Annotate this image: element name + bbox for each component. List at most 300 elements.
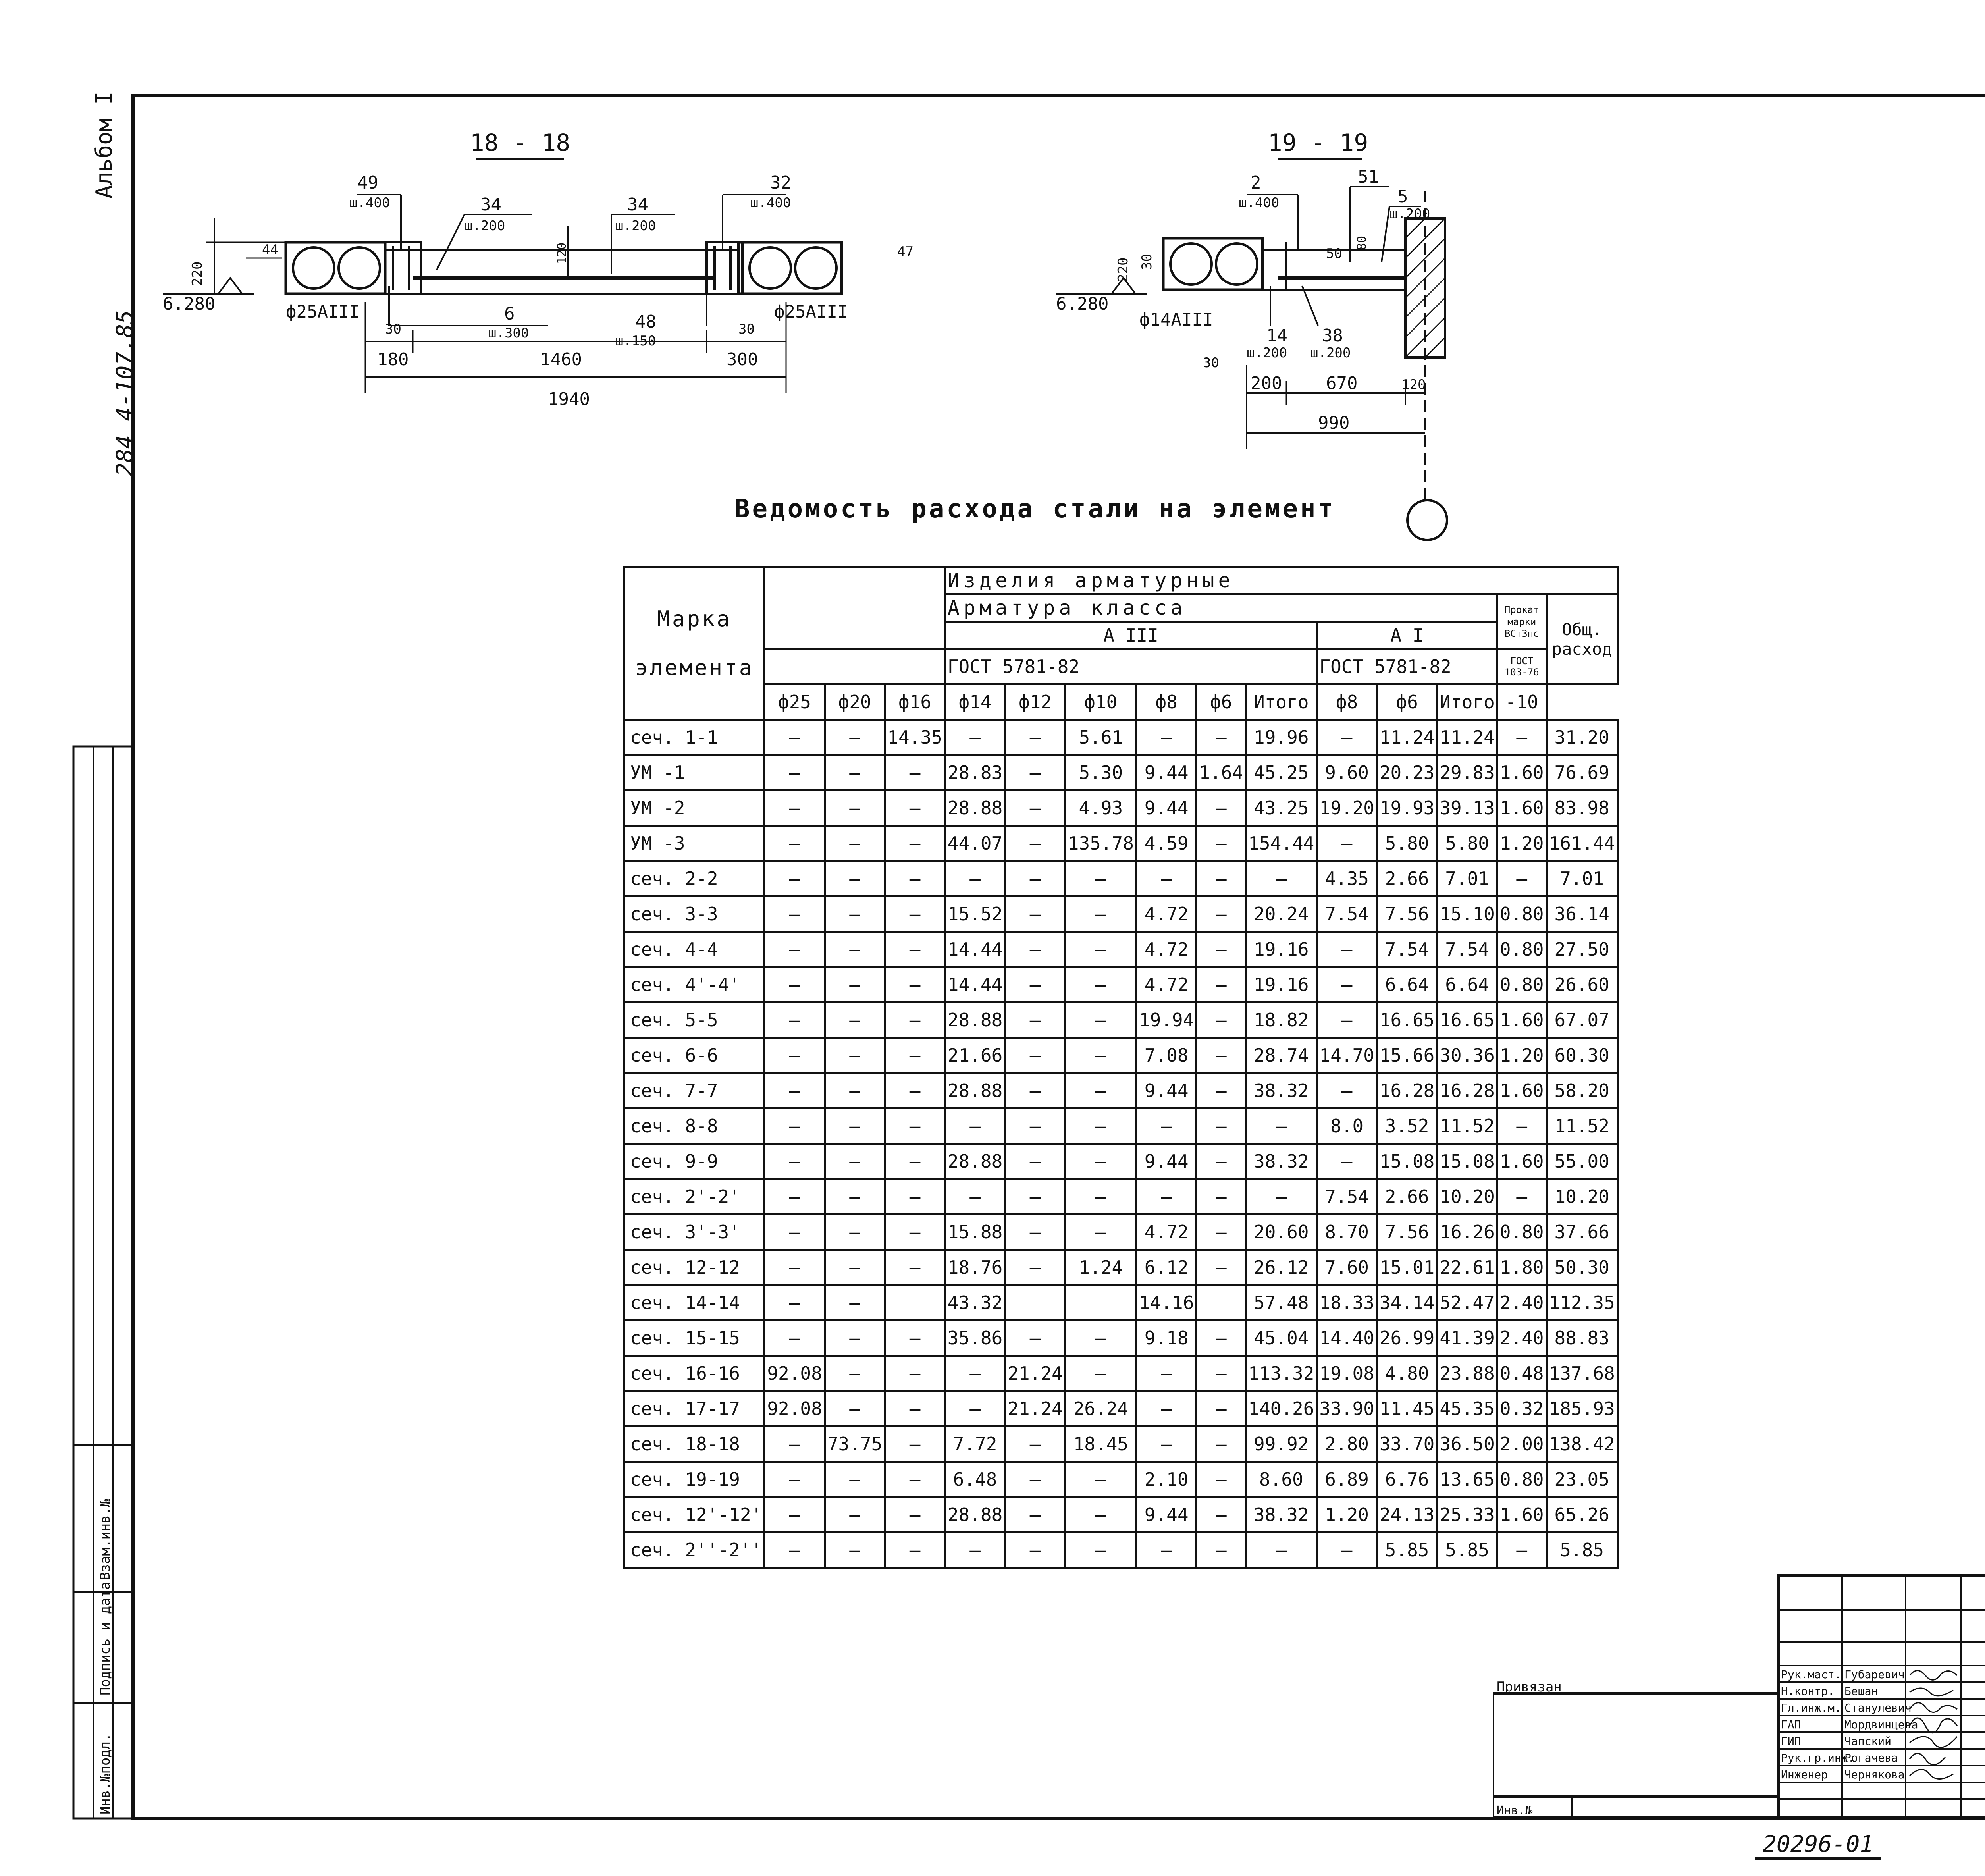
row-value: 24.13 [1377, 1497, 1437, 1533]
row-value: 16.65 [1437, 1003, 1497, 1038]
row-value: — [825, 1144, 885, 1179]
header-mark: Марка [657, 606, 732, 631]
row-mark: сеч. 18-18 [624, 1427, 765, 1462]
s18-d1460: 1460 [540, 349, 582, 370]
row-value: 22.61 [1437, 1250, 1497, 1285]
row-value: — [1136, 720, 1196, 755]
row-value: — [825, 1109, 885, 1144]
row-value: — [765, 1003, 825, 1038]
s18-d1940: 1940 [548, 389, 590, 409]
row-value: 6.64 [1377, 967, 1437, 1003]
row-value: 45.35 [1437, 1391, 1497, 1427]
row-value: — [885, 1038, 945, 1073]
bottom-number: 20296-01 [1755, 1830, 1881, 1860]
row-value: 6.48 [945, 1462, 1005, 1497]
row-value: 83.98 [1546, 791, 1617, 826]
row-value: — [885, 826, 945, 861]
row-value: 9.44 [1136, 1144, 1196, 1179]
s19-d990: 990 [1318, 413, 1350, 433]
row-value: — [1197, 1109, 1246, 1144]
stamp-name: Чапский [1844, 1735, 1892, 1748]
table-row [624, 1179, 1618, 1215]
row-value: 1.20 [1497, 826, 1546, 861]
header-gost-prokat: ГОСТ 103-76 [1497, 649, 1546, 684]
stamp-name: Рогачева [1844, 1751, 1898, 1764]
row-value: — [1065, 1497, 1136, 1533]
row-value: 1.60 [1497, 791, 1546, 826]
row-value: — [1197, 1179, 1246, 1215]
row-value: — [765, 1427, 825, 1462]
row-value: — [765, 1215, 825, 1250]
row-value: — [1246, 1109, 1317, 1144]
row-value: 41.39 [1437, 1321, 1497, 1356]
row-value: — [765, 1073, 825, 1109]
row-value: — [1317, 720, 1377, 755]
row-mark: сеч. 2''-2'' [624, 1533, 765, 1568]
row-value: — [885, 1356, 945, 1391]
table-row [624, 1144, 1618, 1179]
row-value: 26.60 [1546, 967, 1617, 1003]
stamp-role: ГИП [1781, 1735, 1801, 1748]
row-value: 28.88 [945, 1144, 1005, 1179]
row-value: 19.16 [1246, 967, 1317, 1003]
row-value [1005, 1285, 1065, 1321]
row-value: 10.20 [1546, 1179, 1617, 1215]
stamp-role: Гл.инж.м. [1781, 1701, 1841, 1714]
row-value: — [765, 1144, 825, 1179]
stamp-role: Рук.маст. [1781, 1668, 1841, 1681]
row-value: 25.33 [1437, 1497, 1497, 1533]
row-value: — [765, 1285, 825, 1321]
subheader-cell: -10 [1497, 684, 1546, 720]
row-value: — [1197, 791, 1246, 826]
row-value: 2.00 [1497, 1427, 1546, 1462]
s18-sh150: ш.150 [615, 333, 656, 349]
subheader-cell: ф16 [885, 684, 945, 720]
row-value: 7.54 [1317, 1179, 1377, 1215]
row-value: — [1497, 720, 1546, 755]
table-row [624, 1038, 1618, 1073]
s19-p2: 2 [1251, 173, 1261, 193]
s19-d220: 220 [1115, 257, 1131, 282]
row-value: — [1317, 1073, 1377, 1109]
row-value: 5.80 [1377, 826, 1437, 861]
table-row [624, 1215, 1618, 1250]
row-value: 19.93 [1377, 791, 1437, 826]
row-value: — [885, 1391, 945, 1427]
row-value: 19.94 [1136, 1003, 1196, 1038]
row-value: 27.50 [1546, 932, 1617, 967]
row-value: — [1197, 1250, 1246, 1285]
row-value: 185.93 [1546, 1391, 1617, 1427]
row-value: — [1005, 791, 1065, 826]
row-value: — [825, 1003, 885, 1038]
row-value: — [885, 1497, 945, 1533]
row-value: 161.44 [1546, 826, 1617, 861]
row-value: 9.44 [1136, 1497, 1196, 1533]
row-value: 5.85 [1546, 1533, 1617, 1568]
row-value: 14.44 [945, 967, 1005, 1003]
row-value: 16.28 [1437, 1073, 1497, 1109]
row-value: 14.16 [1136, 1285, 1196, 1321]
row-value: 15.66 [1377, 1038, 1437, 1073]
row-value: — [1197, 1215, 1246, 1250]
row-value: — [1065, 1462, 1136, 1497]
row-value: — [765, 1250, 825, 1285]
row-value: 43.32 [945, 1285, 1005, 1321]
row-value: 20.24 [1246, 897, 1317, 932]
row-value: 57.48 [1246, 1285, 1317, 1321]
row-value: 14.70 [1317, 1038, 1377, 1073]
row-value: 1.60 [1497, 1073, 1546, 1109]
row-value: — [1065, 1038, 1136, 1073]
row-value: 21.66 [945, 1038, 1005, 1073]
side-label-inv: Инв.№подл. [97, 1733, 113, 1814]
row-value: 33.70 [1377, 1427, 1437, 1462]
s19-p5: 5 [1397, 187, 1408, 207]
row-value: 15.01 [1377, 1250, 1437, 1285]
row-value: — [825, 720, 885, 755]
table-row [624, 826, 1618, 861]
row-value: 5.80 [1437, 826, 1497, 861]
header-prokat: Прокат марки [1504, 604, 1539, 627]
stamp-privyazan: Привязан [1497, 1679, 1562, 1695]
table-row [624, 1250, 1618, 1285]
row-value: — [1317, 1003, 1377, 1038]
subheader-cell: ф8 [1317, 684, 1377, 720]
row-value: — [1065, 1179, 1136, 1215]
s18-sh400b: ш.400 [750, 195, 791, 211]
row-value: — [1065, 1003, 1136, 1038]
row-value: — [1497, 1533, 1546, 1568]
row-value: 20.60 [1246, 1215, 1317, 1250]
row-value: — [885, 1462, 945, 1497]
row-value: — [1136, 1179, 1196, 1215]
row-value: — [1005, 932, 1065, 967]
row-value: 19.08 [1317, 1356, 1377, 1391]
row-value: 9.44 [1136, 791, 1196, 826]
row-value: — [885, 1427, 945, 1462]
s19-sh200b: ш.200 [1247, 345, 1287, 361]
section-18-title: 18 - 18 [470, 129, 570, 157]
s19-p14: 14 [1266, 326, 1287, 346]
row-value: — [1005, 1427, 1065, 1462]
table-row [624, 755, 1618, 791]
row-value: — [765, 897, 825, 932]
row-value: 0.80 [1497, 897, 1546, 932]
row-value: 2.40 [1497, 1285, 1546, 1321]
row-value: — [885, 1250, 945, 1285]
row-value: — [1005, 1144, 1065, 1179]
row-value: 11.45 [1377, 1391, 1437, 1427]
row-value: — [1005, 1003, 1065, 1038]
stamp-role: Рук.гр.инж. [1781, 1751, 1855, 1764]
row-value: — [1065, 967, 1136, 1003]
row-value: — [765, 1109, 825, 1144]
row-value: — [825, 1073, 885, 1109]
row-value: — [1005, 1179, 1065, 1215]
row-value: 11.52 [1546, 1109, 1617, 1144]
row-value: 28.88 [945, 1073, 1005, 1109]
row-value: 9.44 [1136, 1073, 1196, 1109]
row-mark: УМ -1 [624, 755, 765, 791]
row-value: 16.26 [1437, 1215, 1497, 1250]
row-value [1197, 1285, 1246, 1321]
row-value: — [1197, 1497, 1246, 1533]
row-value: — [1317, 967, 1377, 1003]
subheader-cell: ф6 [1377, 684, 1437, 720]
row-value: 11.52 [1437, 1109, 1497, 1144]
row-mark: сеч. 6-6 [624, 1038, 765, 1073]
s18-p49: 49 [357, 173, 378, 193]
row-value: 21.24 [1005, 1356, 1065, 1391]
row-value: — [1246, 861, 1317, 897]
row-value: — [1197, 1321, 1246, 1356]
row-value: — [1497, 1109, 1546, 1144]
row-value: 26.12 [1246, 1250, 1317, 1285]
row-value: 8.70 [1317, 1215, 1377, 1250]
header-gost-a1: ГОСТ 5781-82 [1317, 649, 1497, 684]
row-mark: сеч. 15-15 [624, 1321, 765, 1356]
table-row [624, 1356, 1618, 1391]
row-value: 55.00 [1546, 1144, 1617, 1179]
row-value: 6.76 [1377, 1462, 1437, 1497]
stamp-inv: Инв.№ [1497, 1804, 1533, 1818]
row-value: — [825, 1391, 885, 1427]
row-value: — [825, 1038, 885, 1073]
row-value: 2.80 [1317, 1427, 1377, 1462]
row-value: 9.18 [1136, 1321, 1196, 1356]
row-value: — [1197, 1533, 1246, 1568]
stamp-name: Бешан [1844, 1685, 1878, 1698]
row-value: 92.08 [765, 1356, 825, 1391]
row-value: — [1065, 932, 1136, 967]
row-value: — [1005, 1038, 1065, 1073]
row-value: 0.48 [1497, 1356, 1546, 1391]
row-value: — [765, 720, 825, 755]
row-value: 4.80 [1377, 1356, 1437, 1391]
row-value: 18.76 [945, 1250, 1005, 1285]
row-value: — [1246, 1179, 1317, 1215]
table-row [624, 861, 1618, 897]
row-value: — [765, 755, 825, 791]
row-value: 99.92 [1246, 1427, 1317, 1462]
row-mark: сеч. 4'-4' [624, 967, 765, 1003]
row-value: 26.24 [1065, 1391, 1136, 1427]
title-block [1493, 1574, 1985, 1818]
row-value: 15.08 [1377, 1144, 1437, 1179]
row-value: — [825, 1179, 885, 1215]
row-value: 38.32 [1246, 1073, 1317, 1109]
row-value: 30.36 [1437, 1038, 1497, 1073]
s19-d670: 670 [1326, 373, 1358, 393]
row-value: — [1197, 1391, 1246, 1427]
row-value [1065, 1285, 1136, 1321]
row-value: — [885, 1179, 945, 1215]
row-value: — [1005, 1497, 1065, 1533]
stamp-role: ГАП [1781, 1718, 1801, 1731]
row-value: 0.80 [1497, 967, 1546, 1003]
row-value: 11.24 [1437, 720, 1497, 755]
row-value: — [1065, 1144, 1136, 1179]
row-value: 2.66 [1377, 1179, 1437, 1215]
subheader-cell: ф10 [1065, 684, 1136, 720]
row-value: — [825, 755, 885, 791]
row-value: 45.04 [1246, 1321, 1317, 1356]
s18-p34b: 34 [627, 195, 648, 215]
header-vst: ВСт3пс [1504, 628, 1539, 639]
row-mark: сеч. 16-16 [624, 1356, 765, 1391]
row-value: 5.61 [1065, 720, 1136, 755]
row-value: 28.88 [945, 1497, 1005, 1533]
row-value: 35.86 [945, 1321, 1005, 1356]
row-value: — [1005, 826, 1065, 861]
row-value: 45.25 [1246, 755, 1317, 791]
s18-d30a: 30 [385, 321, 401, 337]
table-row [624, 932, 1618, 967]
row-mark: сеч. 8-8 [624, 1109, 765, 1144]
table-row [624, 1003, 1618, 1038]
row-value: — [1005, 1533, 1065, 1568]
row-value: 4.72 [1136, 967, 1196, 1003]
row-value: — [1005, 1073, 1065, 1109]
row-value: 73.75 [825, 1427, 885, 1462]
row-value: — [765, 967, 825, 1003]
row-value: — [1065, 1073, 1136, 1109]
row-value: 21.24 [1005, 1391, 1065, 1427]
row-value: 19.96 [1246, 720, 1317, 755]
row-value: — [765, 826, 825, 861]
row-value: — [1317, 932, 1377, 967]
s18-phiL: ф25АIII [286, 302, 360, 322]
subheader-cell: ф6 [1197, 684, 1246, 720]
row-value: — [885, 1073, 945, 1109]
row-value: 28.83 [945, 755, 1005, 791]
row-value: — [945, 1109, 1005, 1144]
row-value: 4.93 [1065, 791, 1136, 826]
row-value: 10.20 [1437, 1179, 1497, 1215]
subheader-cell: Итого [1437, 684, 1497, 720]
row-value: 3.52 [1377, 1109, 1437, 1144]
row-value: 14.44 [945, 932, 1005, 967]
row-value: — [825, 1356, 885, 1391]
row-value: — [1005, 861, 1065, 897]
row-value: 31.20 [1546, 720, 1617, 755]
row-value: 52.47 [1437, 1285, 1497, 1321]
s19-d30: 30 [1139, 254, 1155, 270]
row-value: — [945, 1356, 1005, 1391]
row-value: 2.40 [1497, 1321, 1546, 1356]
row-value: 4.72 [1136, 897, 1196, 932]
s19-d30b: 30 [1203, 355, 1219, 371]
row-value: — [1497, 1179, 1546, 1215]
row-value: 9.44 [1136, 755, 1196, 791]
row-value: 38.32 [1246, 1144, 1317, 1179]
row-value: — [765, 1038, 825, 1073]
row-value: 36.14 [1546, 897, 1617, 932]
row-value: 20.23 [1377, 755, 1437, 791]
row-value: 19.20 [1317, 791, 1377, 826]
row-value: 14.40 [1317, 1321, 1377, 1356]
row-value: — [1136, 1427, 1196, 1462]
row-value: 19.16 [1246, 932, 1317, 967]
row-value: 7.72 [945, 1427, 1005, 1462]
s18-sh200a: ш.200 [464, 218, 505, 234]
table-row [624, 1391, 1618, 1427]
row-value: 29.83 [1437, 755, 1497, 791]
row-value: 137.68 [1546, 1356, 1617, 1391]
row-value: 7.54 [1437, 932, 1497, 967]
row-value: 50.30 [1546, 1250, 1617, 1285]
table-row [624, 1073, 1618, 1109]
row-value: — [825, 1321, 885, 1356]
row-value: 4.59 [1136, 826, 1196, 861]
s18-elev: 6.280 [163, 294, 216, 314]
row-value: — [885, 967, 945, 1003]
row-value: — [825, 1462, 885, 1497]
row-value: — [825, 1285, 885, 1321]
row-value: — [885, 1109, 945, 1144]
row-value: — [885, 1215, 945, 1250]
s19-d80: 80 [1355, 235, 1369, 250]
row-value: — [1317, 1533, 1377, 1568]
header-a3: А III [945, 622, 1317, 649]
row-value: — [765, 932, 825, 967]
row-value: 7.56 [1377, 1215, 1437, 1250]
s18-d300: 300 [727, 349, 758, 370]
row-value: — [825, 1250, 885, 1285]
table-row [624, 967, 1618, 1003]
s18-d120: 120 [555, 242, 569, 264]
row-mark: сеч. 3-3 [624, 897, 765, 932]
row-value: 7.54 [1377, 932, 1437, 967]
table-row [624, 1109, 1618, 1144]
s18-sh200b: ш.200 [615, 218, 656, 234]
row-mark: сеч. 12-12 [624, 1250, 765, 1285]
row-value: 60.30 [1546, 1038, 1617, 1073]
s18-sh400a: ш.400 [349, 195, 390, 211]
row-value: — [1317, 826, 1377, 861]
row-value: — [1197, 897, 1246, 932]
row-value: 13.65 [1437, 1462, 1497, 1497]
row-mark: сеч. 12'-12' [624, 1497, 765, 1533]
row-mark: сеч. 9-9 [624, 1144, 765, 1179]
row-value: — [945, 1391, 1005, 1427]
row-value: — [885, 791, 945, 826]
row-value: — [825, 791, 885, 826]
row-value: — [765, 1321, 825, 1356]
subheader-cell: Итого [1246, 684, 1317, 720]
row-value: — [1136, 1533, 1196, 1568]
row-value: — [885, 932, 945, 967]
row-value: 67.07 [1546, 1003, 1617, 1038]
row-value: 1.20 [1317, 1497, 1377, 1533]
row-value: — [765, 1533, 825, 1568]
row-value: — [1005, 1250, 1065, 1285]
row-value: — [1065, 1215, 1136, 1250]
row-value: — [1246, 1533, 1317, 1568]
row-value: 28.74 [1246, 1038, 1317, 1073]
row-value: — [1065, 1321, 1136, 1356]
row-value: — [885, 1144, 945, 1179]
s19-phi: ф14АIII [1139, 310, 1213, 330]
table-row [624, 1497, 1618, 1533]
s18-p6: 6 [504, 304, 515, 324]
row-value: 14.35 [885, 720, 945, 755]
row-value: — [825, 967, 885, 1003]
header-armatura: Арматура класса [945, 594, 1497, 622]
subheader-cell: ф8 [1136, 684, 1196, 720]
